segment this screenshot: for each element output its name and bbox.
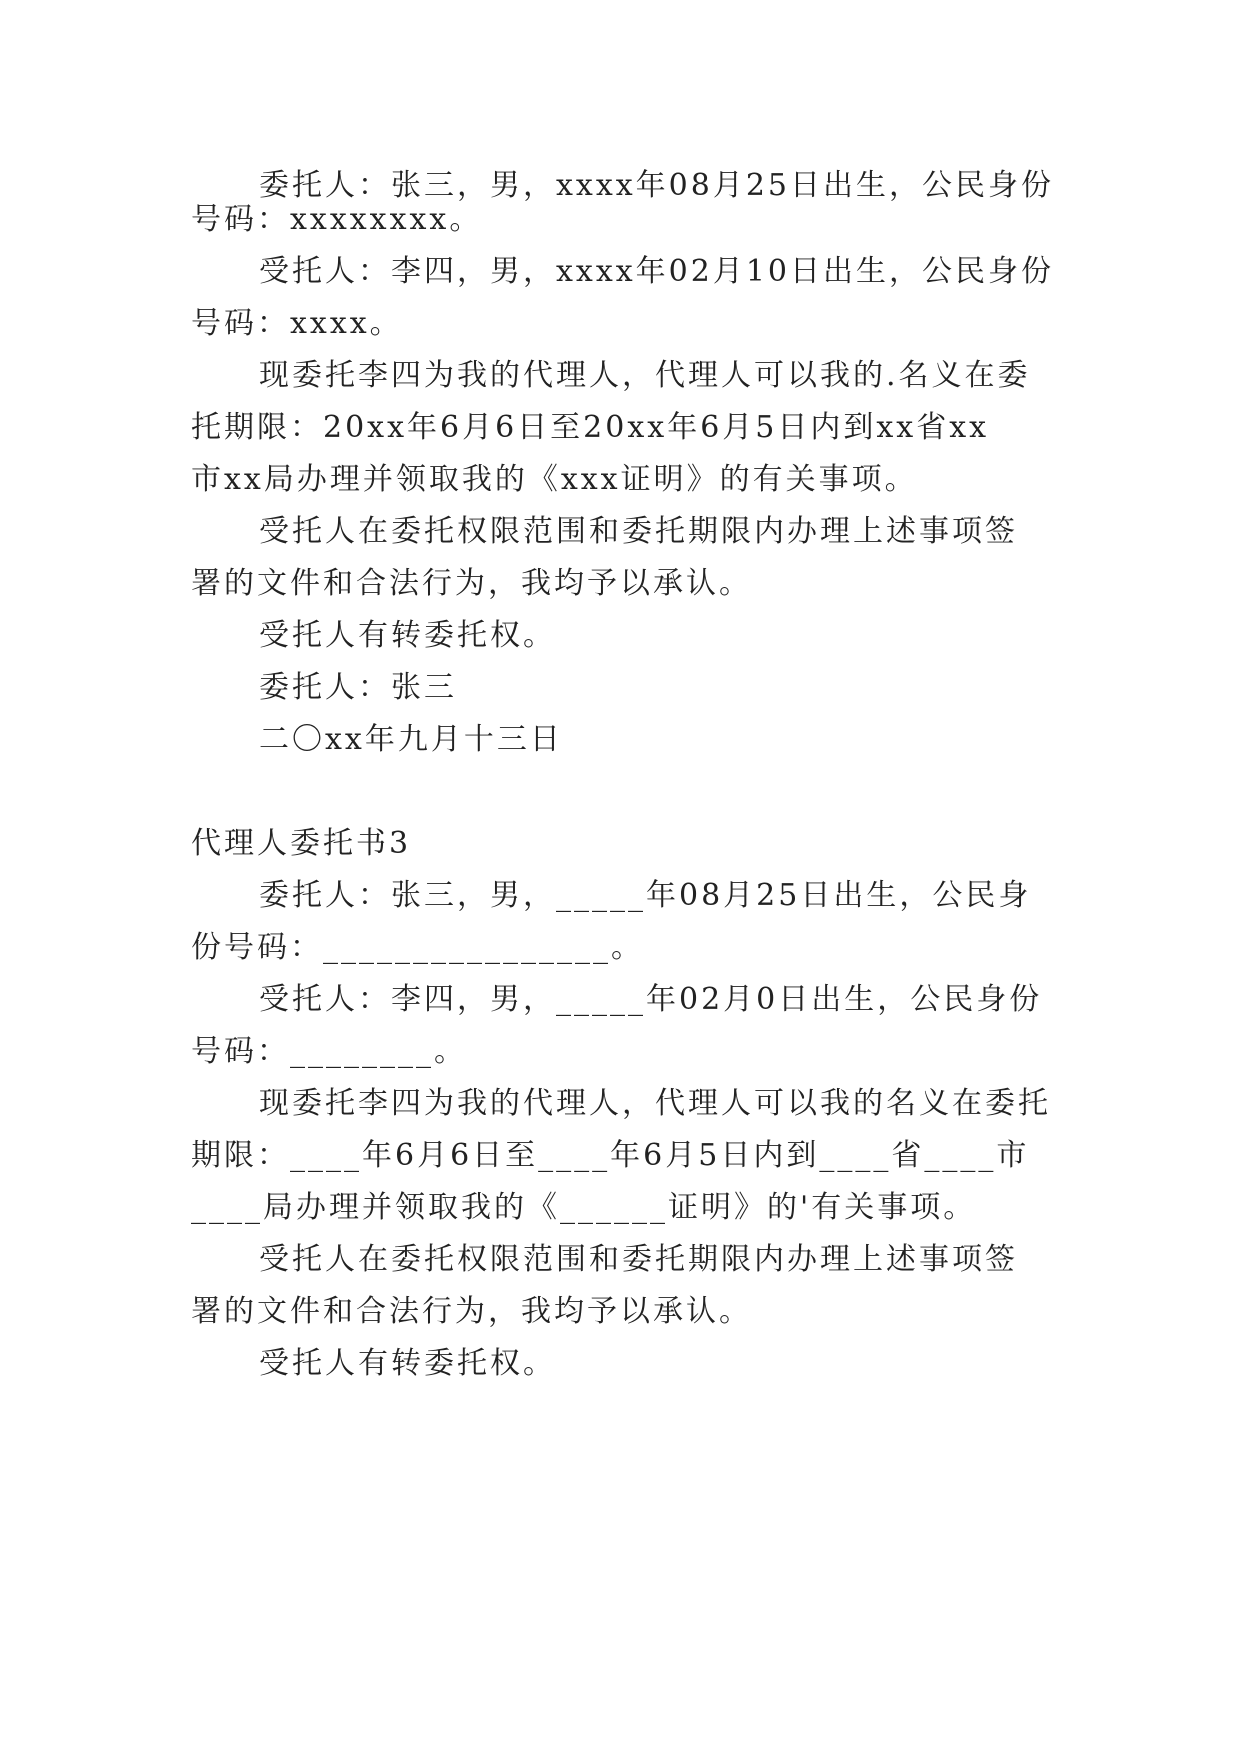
paragraph-line: ____局办理并领取我的《______证明》的'有关事项。 [191, 1190, 977, 1225]
paragraph-line: 号码：________。 [191, 1034, 467, 1069]
paragraph-line: 署的文件和合法行为，我均予以承认。 [191, 566, 752, 601]
paragraph-line: 受托人：李四，男，xxxx年02月10日出生，公民身份 [259, 254, 1055, 289]
paragraph-line: 号码：xxxxxxxx。 [191, 202, 483, 237]
paragraph-line: 现委托李四为我的代理人，代理人可以我的名义在委托 [259, 1086, 1051, 1121]
paragraph-line: 委托人：张三，男，xxxx年08月25日出生，公民身份 [259, 168, 1055, 203]
paragraph-line: 受托人有转委托权。 [259, 618, 556, 653]
paragraph-line: 受托人在委托权限范围和委托期限内办理上述事项签 [259, 1242, 1018, 1277]
section-title: 代理人委托书3 [191, 826, 412, 861]
paragraph-line: 受托人：李四，男，_____年02月0日出生，公民身份 [259, 982, 1043, 1017]
paragraph-line: 托期限：20xx年6月6日至20xx年6月5日内到xx省xx [191, 410, 990, 445]
paragraph-line: 署的文件和合法行为，我均予以承认。 [191, 1294, 752, 1329]
paragraph-line: 份号码：________________。 [191, 930, 644, 965]
paragraph-line: 现委托李四为我的代理人，代理人可以我的.名义在委 [259, 358, 1031, 393]
paragraph-line: 期限：____年6月6日至____年6月5日内到____省____市 [191, 1138, 1030, 1173]
date-line: 二〇xx年九月十三日 [259, 722, 563, 757]
paragraph-line: 委托人：张三，男，_____年08月25日出生，公民身 [259, 878, 1032, 913]
paragraph-line: 受托人在委托权限范围和委托期限内办理上述事项签 [259, 514, 1018, 549]
signature-line: 委托人：张三 [259, 670, 457, 705]
paragraph-line: 受托人有转委托权。 [259, 1346, 556, 1381]
paragraph-line: 市xx局办理并领取我的《xxx证明》的有关事项。 [191, 462, 918, 497]
paragraph-line: 号码：xxxx。 [191, 306, 403, 341]
